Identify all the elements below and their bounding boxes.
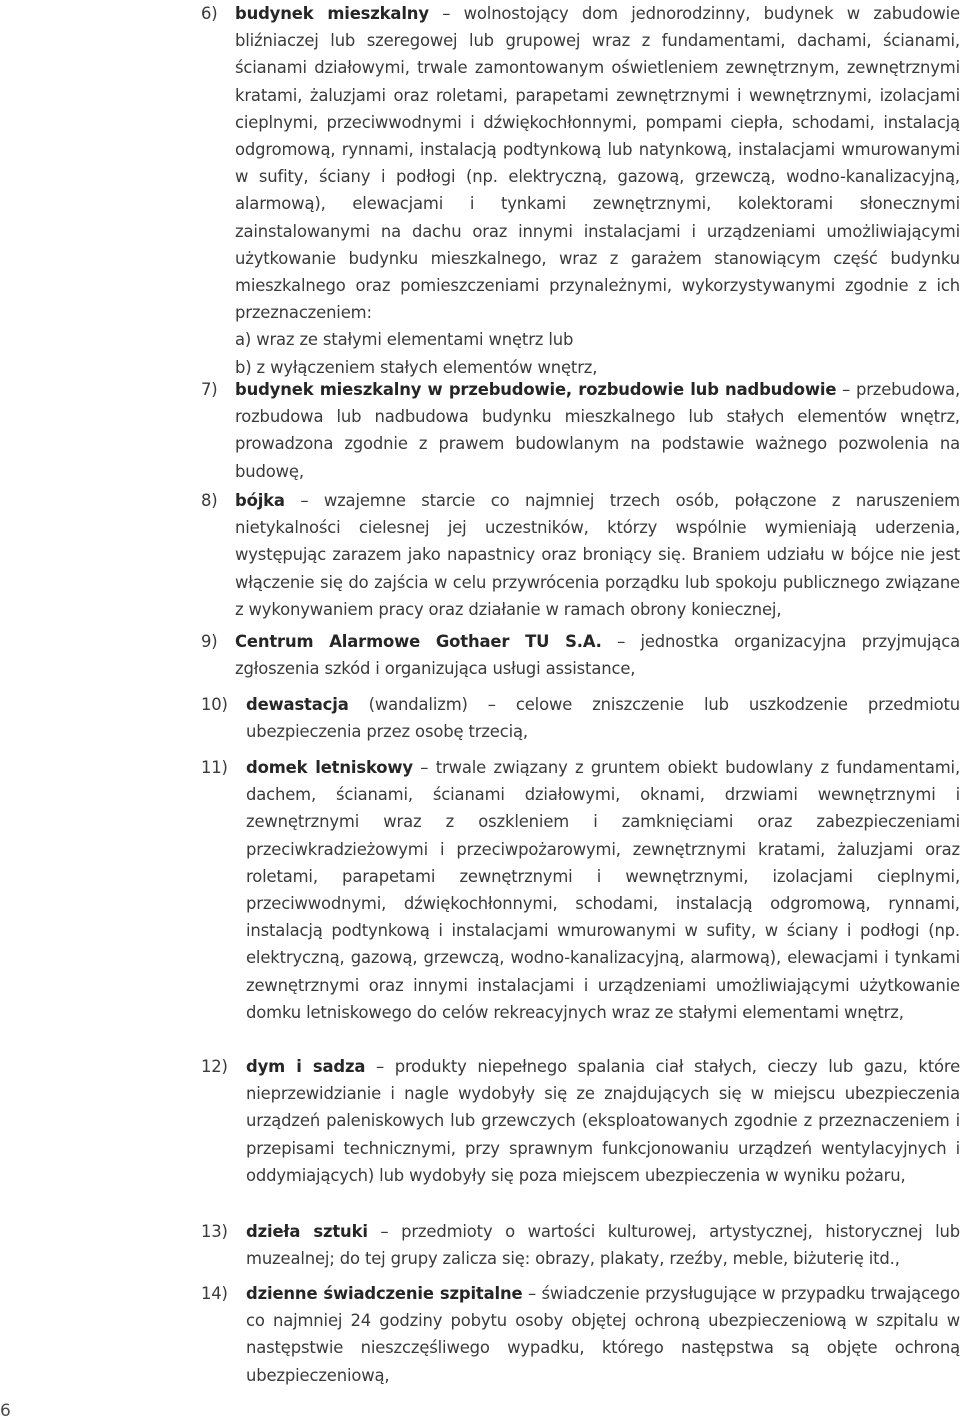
definition-body: [246, 754, 960, 1026]
definition-subitem-a: a) wraz ze stałymi elementami wnętrz lub: [235, 330, 574, 350]
definition-text: jednostka organizacyjna przyjmująca zgłoszenia szkód i organizująca usługi assistance,: [235, 632, 960, 679]
definition-text: produkty niepełnego spalania ciał stałych, cieczy lub gazu, które nieprzewidzianie i nagle wydobyły się ze znajdujących się w miejscu ubezpieczenia urządzeń paleniskowych lub grzewczych (eksploatowanych zgodnie z przeznaczeniem i przepisami technicznymi, przy sprawnym funkcjonowaniu urządzeń wentylacyjnych i oddymiających) lub wydobyły się poza miejscem ubezpieczenia w wyniku pożaru,: [246, 1057, 960, 1185]
definition-body: [246, 1280, 960, 1389]
definition-dash: –: [380, 1222, 389, 1241]
definition-body: [235, 487, 960, 623]
definition-number: 12): [201, 1057, 228, 1076]
definition-text: przedmioty o wartości kulturowej, artystycznej, historycznej lub muzealnej; do tej grupy zalicza się: obrazy, plakaty, rzeźby, meble, biżuterię itd.,: [246, 1222, 960, 1269]
definition-dash: –: [442, 4, 451, 23]
definition-dash: –: [617, 632, 626, 651]
definition-term: bójka: [235, 491, 285, 510]
definition-body: [246, 1218, 960, 1272]
definition-number: 6): [201, 4, 218, 23]
definition-term: dym i sadza: [246, 1057, 366, 1076]
definition-number: 10): [201, 695, 228, 714]
definition-body: [235, 0, 960, 381]
page-number: 6: [0, 1401, 11, 1421]
definition-number: 9): [201, 632, 218, 651]
definition-body: [246, 691, 960, 745]
definition-number: 11): [201, 758, 228, 777]
definition-term: dewastacja: [246, 695, 349, 714]
definition-number: 8): [201, 491, 218, 510]
definition-number: 7): [201, 380, 218, 399]
definition-text: trwale związany z gruntem obiekt budowlany z fundamentami, dachem, ścianami, ścianami działowymi, oknami, drzwiami wewnętrznymi i zewnętrznymi wraz z oszkleniem i zamknięciami oraz zabezpieczeniami przeciwkradzieżowymi i przeciwpożarowymi, zewnętrznymi kratami, żaluzjami oraz roletami, parapetami zewnętrznymi i wewnętrznymi, izolacjami cieplnymi, przeciwwodnymi, dźwiękochłonnymi, schodami, instalacją odgromową, rynnami, instalacją podtynkową i instalacjami wmurowanymi w sufity, w ściany i podłogi (np. elektryczną, gazową, grzewczą, wodno-kanalizacyjną, alarmową), elewacjami i tynkami zewnętrznymi oraz innymi instalacjami i urządzeniami umożliwiającymi użytkowanie domku letniskowego do celów rekreacyjnych wraz ze stałymi elementami wnętrz,: [246, 758, 960, 1022]
definition-term: domek letniskowy: [246, 758, 413, 777]
definition-dash: –: [300, 491, 309, 510]
definition-dash: –: [375, 1057, 384, 1076]
definition-body: [235, 376, 960, 485]
definition-body: [235, 628, 960, 682]
definition-term: dzieła sztuki: [246, 1222, 368, 1241]
definition-number: 13): [201, 1222, 228, 1241]
definition-term: budynek mieszkalny w przebudowie, rozbudowie lub nadbudowie: [235, 380, 837, 399]
definition-text: (wandalizm) – celowe zniszczenie lub uszkodzenie przedmiotu ubezpieczenia przez osobę trzecią,: [246, 695, 960, 742]
definition-text: wzajemne starcie co najmniej trzech osób, połączone z naruszeniem nietykalności cielesnej jej uczestników, którzy wspólnie wymieniają uderzenia, występując zarazem jako napastnicy oraz broniący się. Braniem udziału w bójce nie jest włączenie się do zajścia w celu przywrócenia porządku lub spokoju publicznego związane z wykonywaniem pracy oraz działanie w ramach obrony koniecznej,: [235, 491, 960, 619]
definition-dash: –: [420, 758, 429, 777]
definition-text: świadczenie przysługujące w przypadku trwającego co najmniej 24 godziny pobytu osoby objętej ochroną ubezpieczeniową w szpitalu w następstwie nieszczęśliwego wypadku, którego następstwa są objęte ochroną ubezpieczeniową,: [246, 1284, 960, 1385]
definition-text: wolnostojący dom jednorodzinny, budynek w zabudowie bliźniaczej lub szeregowej lub grupowej wraz z fundamentami, dachami, ścianami, ścianami działowymi, trwale zamontowanym oświetleniem zewnętrznym, zewnętrznymi kratami, żaluzjami oraz roletami, parapetami zewnętrznymi i wewnętrznymi, izolacjami cieplnymi, przeciwwodnymi i dźwiękochłonnymi, pompami ciepła, schodami, instalacją odgromową, rynnami, instalacją podtynkową lub natynkową, instalacjami wmurowanymi w sufity, ściany i podłogi (np. elektryczną, gazową, grzewczą, wodno-kanalizacyjną, alarmową), elewacjami i tynkami zewnętrznymi, kolektorami słonecznymi zainstalowanymi na dachu oraz innymi instalacjami i urządzeniami umożliwiającymi użytkowanie budynku mieszkalnego, wraz z garażem stanowiącym część budynku mieszkalnego oraz pomieszczeniami przynależnymi, wykorzystywanymi zgodnie z ich przeznaczeniem:: [235, 4, 960, 323]
definition-term: Centrum Alarmowe Gothaer TU S.A.: [235, 632, 602, 651]
definition-term: dzienne świadczenie szpitalne: [246, 1284, 523, 1303]
definition-subitem-b: b) z wyłączeniem stałych elementów wnętrz,: [235, 357, 598, 377]
definition-body: [246, 1053, 960, 1189]
definition-number: 14): [201, 1284, 228, 1303]
definition-text: przebudowa, rozbudowa lub nadbudowa budynku mieszkalnego lub stałych elementów wnętrz, prowadzona zgodnie z prawem budowlanym na podstawie ważnego pozwolenia na budowę,: [235, 380, 960, 481]
definition-dash: –: [842, 380, 851, 399]
definition-term: budynek mieszkalny: [235, 4, 429, 23]
definition-dash: –: [527, 1284, 537, 1303]
